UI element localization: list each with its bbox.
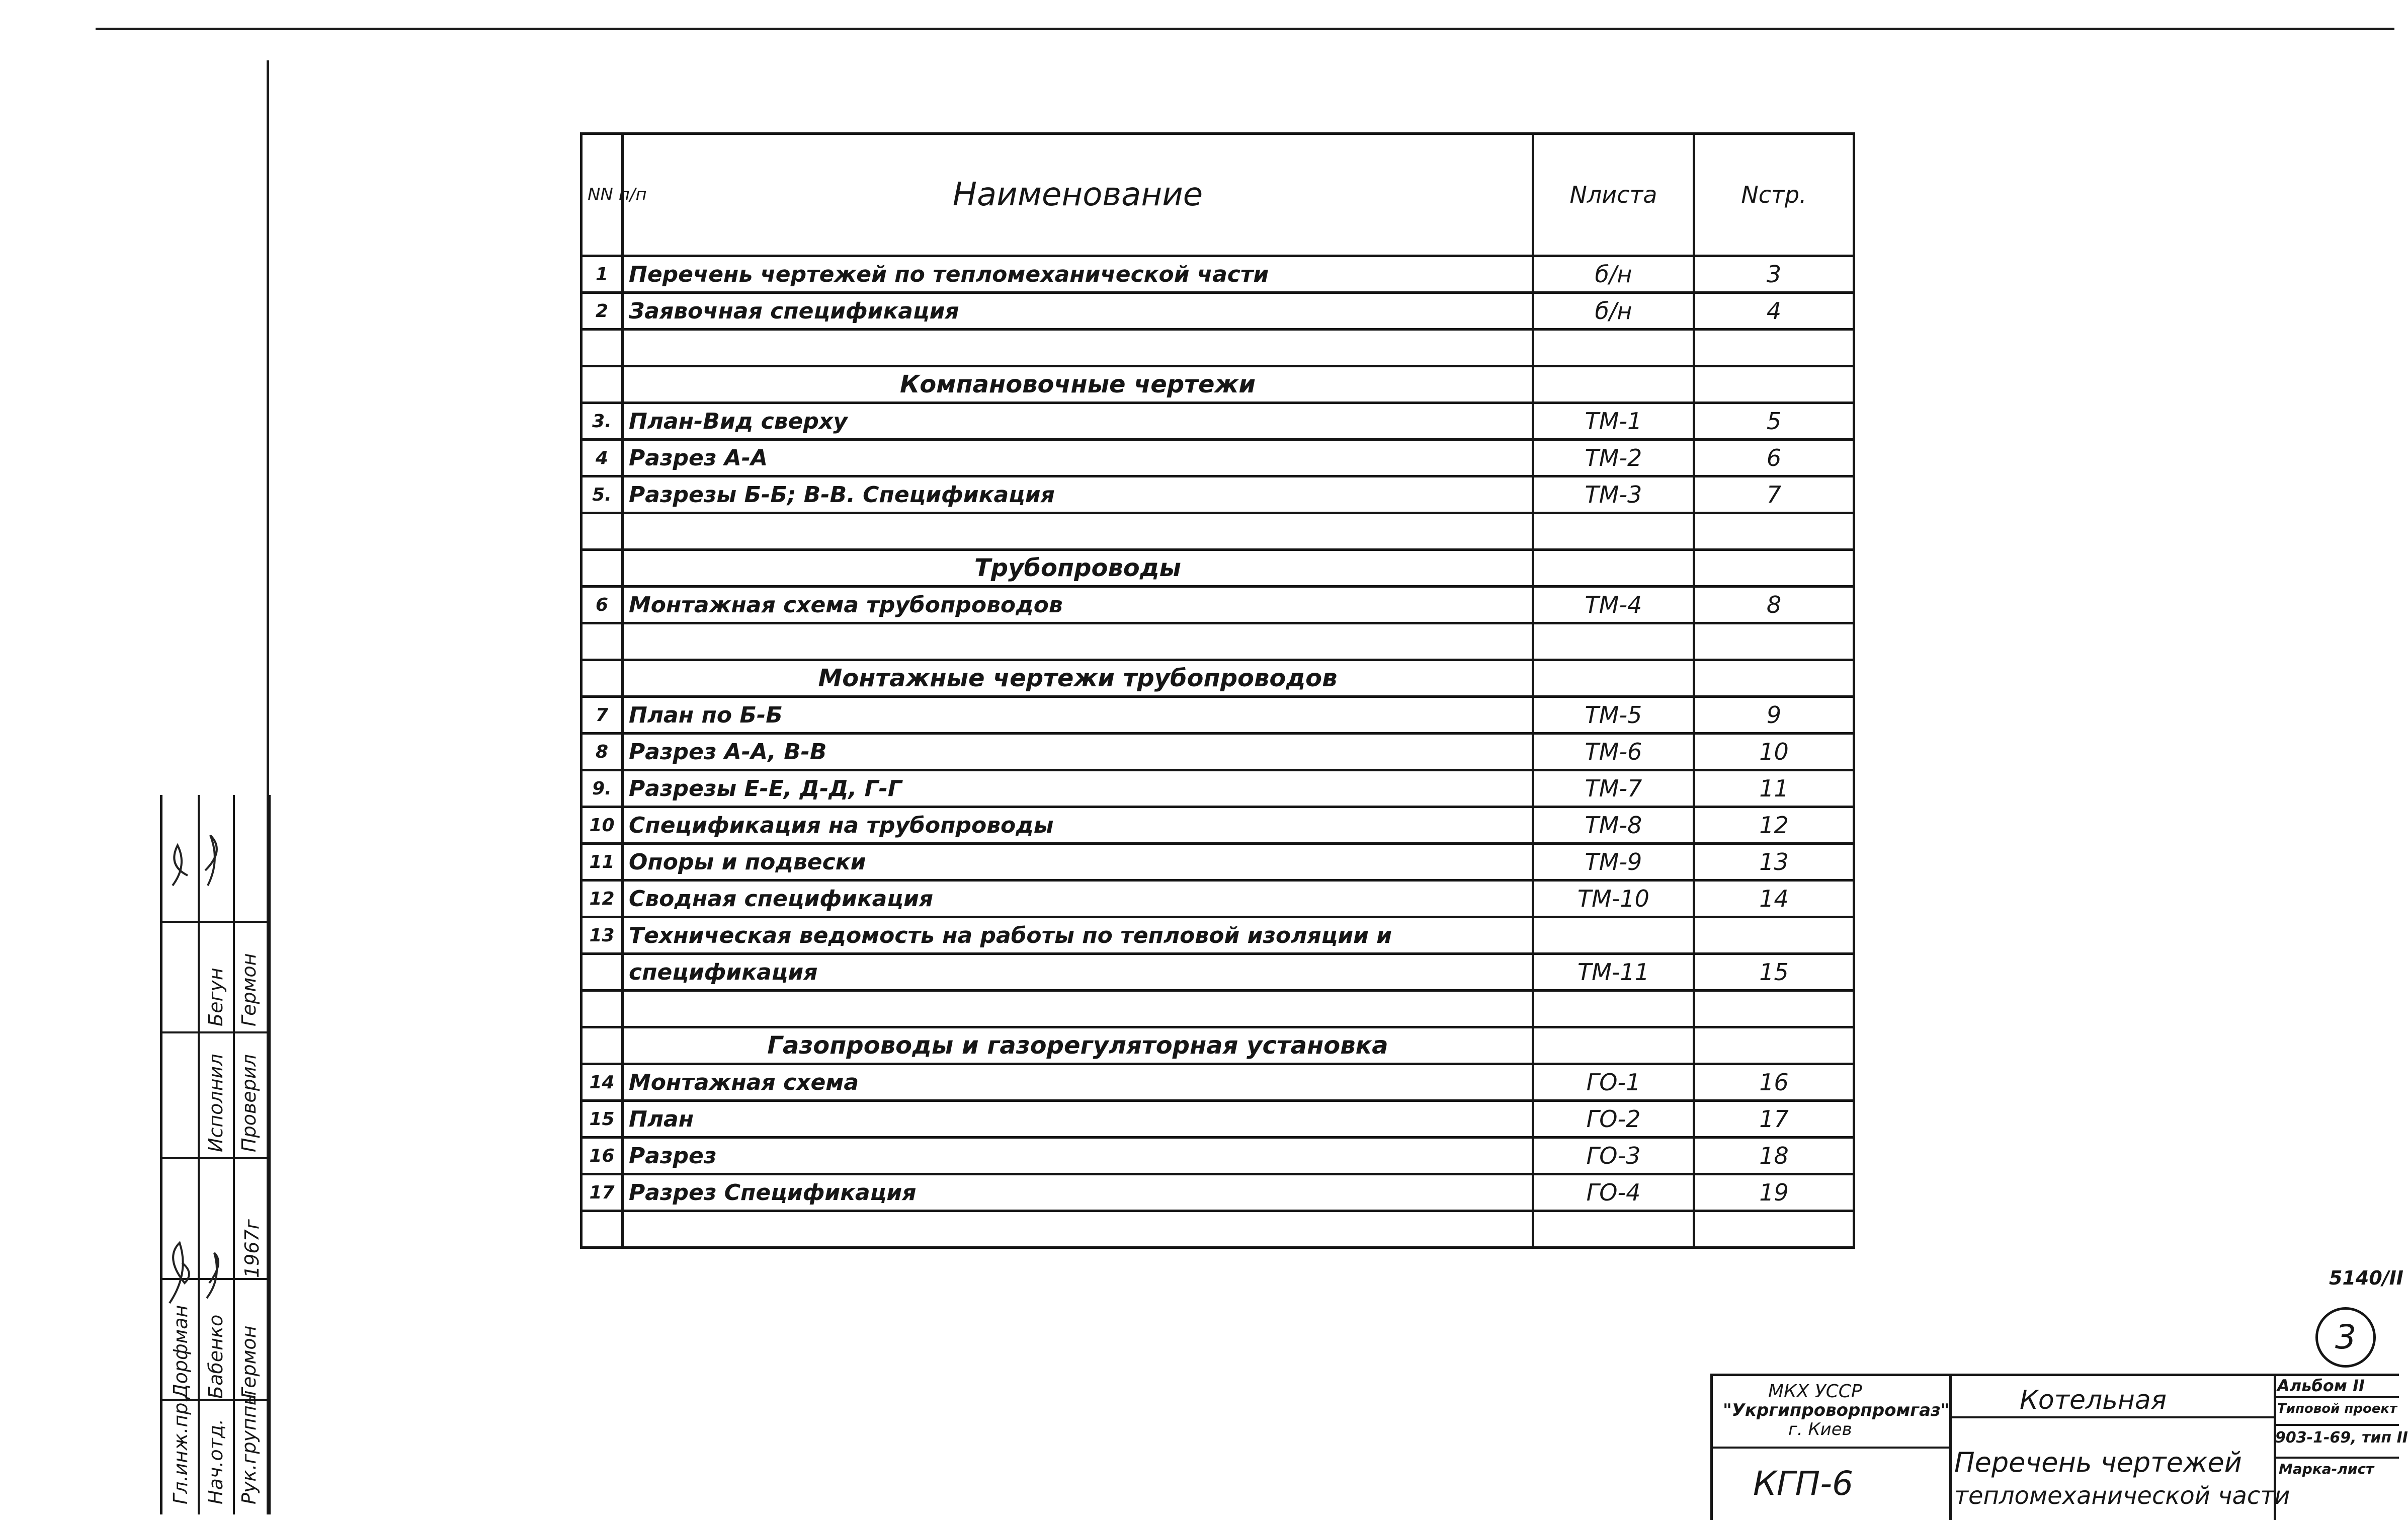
issue-year: 1967г <box>241 1219 263 1278</box>
org-line-3: г. Киев <box>1788 1419 1852 1439</box>
row-name-cell: Техническая ведомость на работы по тепловой изоляции и <box>623 917 1533 954</box>
row-number-cell: 8 <box>582 734 623 770</box>
row-page-cell <box>1694 991 1854 1027</box>
table-row <box>582 1174 1854 1211</box>
row-name-cell: Разрез А-А, В-В <box>623 734 1533 770</box>
row-name-cell: Заявочная спецификация <box>623 293 1533 330</box>
row-sheet-cell <box>1533 991 1694 1027</box>
table-row <box>582 954 1854 991</box>
row-name-cell: Монтажная схема <box>623 1064 1533 1101</box>
row-page-cell <box>1694 1027 1854 1064</box>
page-number-circle: 3 <box>2315 1307 2376 1368</box>
row-number-cell: 10 <box>582 807 623 844</box>
row-page-cell <box>1694 917 1854 954</box>
row-sheet-cell: б/н <box>1533 256 1694 293</box>
table-row <box>582 770 1854 807</box>
role-performed-by: Исполнил <box>205 1054 227 1152</box>
row-name-cell: Разрез Спецификация <box>623 1174 1533 1211</box>
row-number-cell: 11 <box>582 844 623 881</box>
table-body <box>582 256 1854 1248</box>
blank-row <box>582 623 1854 660</box>
name-germon: Гермон <box>238 1325 260 1399</box>
row-number-cell: 5. <box>582 476 623 513</box>
row-page-cell <box>1694 660 1854 697</box>
top-border-line <box>96 28 2394 30</box>
row-name-cell: Опоры и подвески <box>623 844 1533 881</box>
row-sheet-cell: ТМ-5 <box>1533 697 1694 734</box>
row-number-cell: 16 <box>582 1138 623 1174</box>
row-sheet-cell <box>1533 623 1694 660</box>
row-name-cell <box>623 991 1533 1027</box>
table-row <box>582 256 1854 293</box>
row-number-cell: 3. <box>582 403 623 440</box>
row-page-cell: 8 <box>1694 587 1854 623</box>
row-name-cell: Разрезы Б-Б; В-В. Спецификация <box>623 476 1533 513</box>
row-name-cell: План-Вид сверху <box>623 403 1533 440</box>
title-block <box>1710 1374 2408 1520</box>
row-page-cell: 7 <box>1694 476 1854 513</box>
row-name-cell: Разрез А-А <box>623 440 1533 476</box>
header-number: NN п/п <box>582 134 623 256</box>
row-name-cell: спецификация <box>623 954 1533 991</box>
row-name-cell: План по Б-Б <box>623 697 1533 734</box>
row-number-cell: 4 <box>582 440 623 476</box>
table-row <box>582 917 1854 954</box>
row-number-cell: 15 <box>582 1101 623 1138</box>
row-page-cell <box>1694 330 1854 366</box>
row-number-cell <box>582 330 623 366</box>
row-page-cell: 18 <box>1694 1138 1854 1174</box>
row-name-cell <box>623 330 1533 366</box>
row-number-cell: 7 <box>582 697 623 734</box>
table-row <box>582 293 1854 330</box>
role-department-head: Нач.отд. <box>205 1418 227 1504</box>
row-page-cell: 13 <box>1694 844 1854 881</box>
row-page-cell: 5 <box>1694 403 1854 440</box>
row-sheet-cell: ТМ-2 <box>1533 440 1694 476</box>
sheet-title-line-1: Перечень чертежей <box>1954 1447 2242 1478</box>
row-page-cell <box>1694 550 1854 587</box>
object-name: Котельная <box>2020 1385 2167 1415</box>
name-babenko: Бабенко <box>205 1314 227 1399</box>
row-name-cell <box>623 1211 1533 1248</box>
section-row <box>582 1027 1854 1064</box>
row-sheet-cell: ТМ-1 <box>1533 403 1694 440</box>
row-number-cell <box>582 954 623 991</box>
row-name-cell: Газопроводы и газорегуляторная установка <box>623 1027 1533 1064</box>
row-number-cell: 12 <box>582 881 623 917</box>
row-sheet-cell <box>1533 1027 1694 1064</box>
row-name-cell: Трубопроводы <box>623 550 1533 587</box>
row-sheet-cell <box>1533 330 1694 366</box>
section-row <box>582 366 1854 403</box>
blank-row <box>582 513 1854 550</box>
name-germon-checker: Гермон <box>238 953 260 1026</box>
row-sheet-cell: ТМ-3 <box>1533 476 1694 513</box>
row-number-cell <box>582 660 623 697</box>
row-page-cell: 19 <box>1694 1174 1854 1211</box>
table-row <box>582 734 1854 770</box>
row-page-cell: 15 <box>1694 954 1854 991</box>
row-sheet-cell: ГО-4 <box>1533 1174 1694 1211</box>
row-number-cell: 1 <box>582 256 623 293</box>
row-number-cell <box>582 623 623 660</box>
row-sheet-cell <box>1533 1211 1694 1248</box>
row-sheet-cell: б/н <box>1533 293 1694 330</box>
row-sheet-cell: ТМ-4 <box>1533 587 1694 623</box>
header-page-number: Nстр. <box>1694 134 1854 256</box>
table-row <box>582 881 1854 917</box>
header-name: Наименование <box>623 134 1533 256</box>
project-number: 903-1-69, тип II <box>2275 1429 2408 1447</box>
row-name-cell: Сводная спецификация <box>623 881 1533 917</box>
row-number-cell <box>582 1211 623 1248</box>
row-page-cell: 4 <box>1694 293 1854 330</box>
table-row <box>582 587 1854 623</box>
row-number-cell <box>582 1027 623 1064</box>
sheet-title-line-2: тепломеханической части <box>1954 1482 2290 1510</box>
table-row <box>582 844 1854 881</box>
header-sheet-number: Nлиста <box>1533 134 1694 256</box>
project-label: Типовой проект <box>2277 1401 2397 1416</box>
mark-sheet-label: Марка-лист <box>2279 1461 2374 1477</box>
row-page-cell <box>1694 1211 1854 1248</box>
row-name-cell: Компановочные чертежи <box>623 366 1533 403</box>
row-name-cell: Перечень чертежей по тепломеханической части <box>623 256 1533 293</box>
row-page-cell: 16 <box>1694 1064 1854 1101</box>
row-page-cell: 14 <box>1694 881 1854 917</box>
role-checked-by: Проверил <box>238 1054 260 1152</box>
table-header-row <box>582 134 1854 256</box>
table-row <box>582 440 1854 476</box>
row-page-cell <box>1694 623 1854 660</box>
table-row <box>582 403 1854 440</box>
drawing-code: КГП-6 <box>1753 1464 1854 1503</box>
table-row <box>582 1101 1854 1138</box>
row-name-cell: Монтажные чертежи трубопроводов <box>623 660 1533 697</box>
signature-marks <box>162 795 268 1514</box>
role-chief-engineer: Гл.инж.пр. <box>170 1396 192 1504</box>
row-number-cell: 14 <box>582 1064 623 1101</box>
section-row <box>582 660 1854 697</box>
row-sheet-cell: ТМ-7 <box>1533 770 1694 807</box>
row-name-cell <box>623 623 1533 660</box>
row-number-cell: 9. <box>582 770 623 807</box>
blank-row <box>582 991 1854 1027</box>
row-number-cell <box>582 366 623 403</box>
approval-strip <box>160 795 271 1514</box>
row-sheet-cell: ТМ-6 <box>1533 734 1694 770</box>
row-page-cell <box>1694 513 1854 550</box>
row-sheet-cell <box>1533 550 1694 587</box>
drawings-list-table <box>580 132 1855 1249</box>
row-number-cell: 6 <box>582 587 623 623</box>
row-sheet-cell: ТМ-10 <box>1533 881 1694 917</box>
org-line-1: МКХ УССР <box>1768 1381 1862 1402</box>
album-label: Альбом II <box>2277 1376 2365 1395</box>
name-begun: Бегун <box>205 968 227 1026</box>
row-name-cell: Монтажная схема трубопроводов <box>623 587 1533 623</box>
row-sheet-cell: ТМ-9 <box>1533 844 1694 881</box>
row-name-cell: Спецификация на трубопроводы <box>623 807 1533 844</box>
row-name-cell <box>623 513 1533 550</box>
row-sheet-cell: ГО-2 <box>1533 1101 1694 1138</box>
row-name-cell: План <box>623 1101 1533 1138</box>
table-row <box>582 697 1854 734</box>
row-sheet-cell: ТМ-11 <box>1533 954 1694 991</box>
row-sheet-cell <box>1533 366 1694 403</box>
row-page-cell: 9 <box>1694 697 1854 734</box>
org-line-2: "Укргипроворпромгаз" <box>1723 1400 1950 1420</box>
row-page-cell: 3 <box>1694 256 1854 293</box>
row-page-cell: 17 <box>1694 1101 1854 1138</box>
row-page-cell: 10 <box>1694 734 1854 770</box>
role-group-head: Рук.группы <box>238 1390 260 1504</box>
row-number-cell <box>582 550 623 587</box>
row-name-cell: Разрезы Е-Е, Д-Д, Г-Г <box>623 770 1533 807</box>
margin-code: 5140/II <box>2329 1267 2403 1289</box>
row-sheet-cell <box>1533 660 1694 697</box>
row-number-cell: 17 <box>582 1174 623 1211</box>
table-row <box>582 1138 1854 1174</box>
row-sheet-cell <box>1533 513 1694 550</box>
row-sheet-cell <box>1533 917 1694 954</box>
row-sheet-cell: ГО-1 <box>1533 1064 1694 1101</box>
row-sheet-cell: ГО-3 <box>1533 1138 1694 1174</box>
table-row <box>582 1064 1854 1101</box>
row-number-cell: 2 <box>582 293 623 330</box>
row-page-cell <box>1694 366 1854 403</box>
section-row <box>582 550 1854 587</box>
row-number-cell <box>582 513 623 550</box>
row-sheet-cell: ТМ-8 <box>1533 807 1694 844</box>
row-number-cell <box>582 991 623 1027</box>
row-page-cell: 6 <box>1694 440 1854 476</box>
row-number-cell: 13 <box>582 917 623 954</box>
row-page-cell: 12 <box>1694 807 1854 844</box>
table-row <box>582 807 1854 844</box>
row-page-cell: 11 <box>1694 770 1854 807</box>
row-name-cell: Разрез <box>623 1138 1533 1174</box>
name-dorfman: Дорфман <box>170 1305 192 1399</box>
blank-row <box>582 330 1854 366</box>
blank-row <box>582 1211 1854 1248</box>
table-row <box>582 476 1854 513</box>
